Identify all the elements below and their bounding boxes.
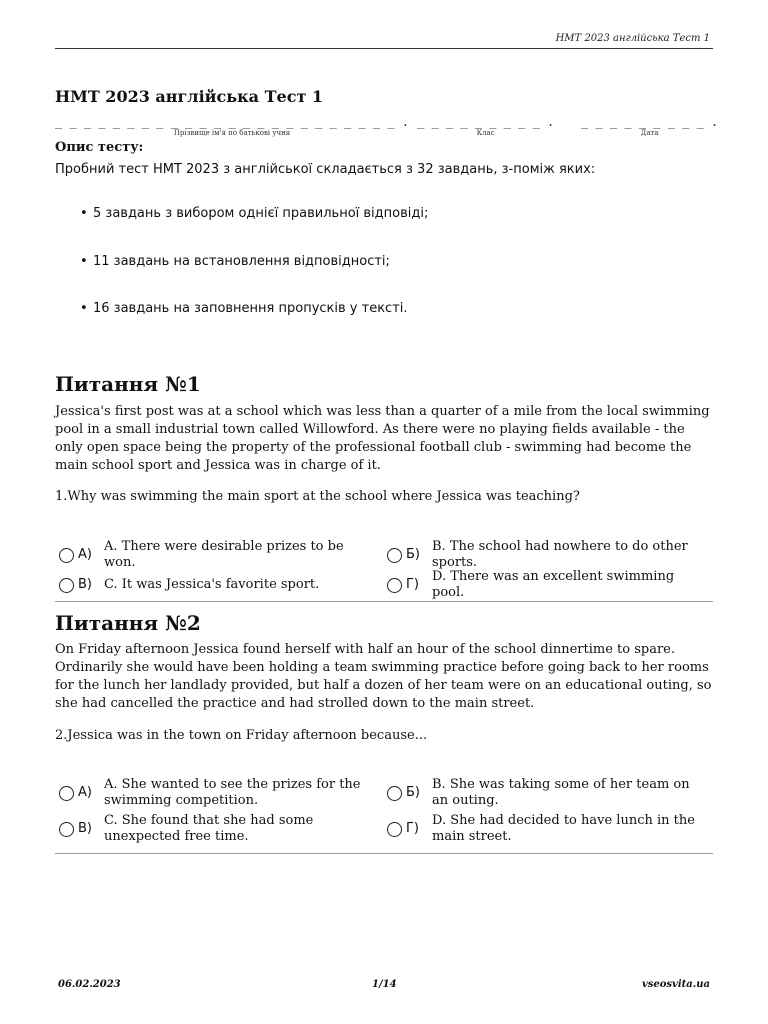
radio-button[interactable] [59,578,74,593]
option-letter: А) [78,785,92,800]
header-title: НМТ 2023 англійська Тест 1 [555,33,710,44]
name-blank-line: _ _ _ _ _ _ _ _ _ _ _ _ _ _ _ _ _ _ _ _ _ _ _ _ . [55,115,410,129]
description-text: Пробний тест НМТ 2023 з англійської складається з 32 завдань, з-поміж яких: [55,162,596,177]
question-2-option-c[interactable] [59,813,379,845]
radio-button[interactable] [59,786,74,801]
radio-button[interactable] [387,578,402,593]
bullet-dot-icon: • [80,206,88,221]
question-1-option-a[interactable] [59,539,379,571]
bullet-text: 16 завдань на заповнення пропусків у тексті. [93,301,408,316]
option-text: B. The school had nowhere to do other sports. [432,539,688,570]
question-2-divider [55,853,713,854]
radio-button[interactable] [387,822,402,837]
option-letter: Г) [406,577,419,592]
option-letter: В) [78,577,92,592]
question-1-prompt: 1.Why was swimming the main sport at the school where Jessica was teaching? [55,489,580,504]
name-blank-caption: Прізвище ім'я по батькові учня [173,129,291,137]
radio-button[interactable] [387,548,402,563]
option-text: A. There were desirable prizes to be won. [104,539,344,570]
bullet-dot-icon: • [80,301,88,316]
date-blank-caption: Дата [640,129,659,137]
class-blank[interactable] [417,116,554,137]
option-text: C. She found that she had some unexpected free time. [104,813,314,844]
bullet-dot-icon: • [80,254,88,269]
class-blank-line: _ _ _ _ _ _ _ _ _ . [417,115,555,129]
option-letter: Г) [406,821,419,836]
question-2-option-d[interactable] [387,813,707,845]
footer-site[interactable]: vseosvita.ua [641,979,710,990]
description-bullet [80,254,390,269]
option-text: D. She had decided to have lunch in the main street. [432,813,695,844]
question-1-title: Питання №1 [55,372,201,396]
question-2-prompt: 2.Jessica was in the town on Friday afternoon because... [55,728,428,743]
option-text: A. She wanted to see the prizes for the swimming competition. [104,777,361,808]
question-2-passage: On Friday afternoon Jessica found herself with half an hour of the school dinnertime to spare. Ordinarily she would have been holding a team swimming practice before going back to her rooms for the lunch her landlady provided, but half a dozen of her team were on an educational outing, so she had cancelled the practice and had strolled down to the main street. [55,642,712,711]
option-letter: Б) [406,785,420,800]
option-letter: А) [78,547,92,562]
radio-button[interactable] [59,548,74,563]
question-1-option-c[interactable] [59,576,379,594]
description-bullet [80,206,428,221]
radio-button[interactable] [59,822,74,837]
bullet-text: 11 завдань на встановлення відповідності; [93,254,390,269]
option-text: C. It was Jessica's favorite sport. [104,577,320,592]
test-title: НМТ 2023 англійська Тест 1 [55,87,324,106]
question-1-option-b[interactable] [387,539,707,571]
question-1-passage: Jessica's first post was at a school which was less than a quarter of a mile from the local swimming pool in a small industrial town called Willowford. As there were no playing fields available - the only open space being the property of the professional football club - swimming had become the main school sport and Jessica was in charge of it. [55,404,710,473]
radio-button[interactable] [387,786,402,801]
date-blank-line: _ _ _ _ _ _ _ _ _ . [581,115,719,129]
option-text: D. There was an excellent swimming pool. [432,569,675,600]
class-blank-caption: Клас [476,129,495,137]
question-1-divider [55,601,713,602]
description-bullet [80,301,408,316]
option-letter: В) [78,821,92,836]
option-letter: Б) [406,547,420,562]
footer-date: 06.02.2023 [58,979,121,990]
question-1-option-d[interactable] [387,569,707,600]
question-2-option-b[interactable] [387,777,707,809]
name-blank[interactable] [55,116,409,137]
footer-page-number: 1/14 [372,979,397,990]
option-text: B. She was taking some of her team on an outing. [432,777,690,808]
header-divider [55,48,713,49]
bullet-text: 5 завдань з вибором однієї правильної відповіді; [93,206,429,221]
question-2-option-a[interactable] [59,777,379,809]
question-2-title: Питання №2 [55,611,201,635]
description-heading: Опис тесту: [55,140,144,155]
date-blank[interactable] [581,116,718,137]
